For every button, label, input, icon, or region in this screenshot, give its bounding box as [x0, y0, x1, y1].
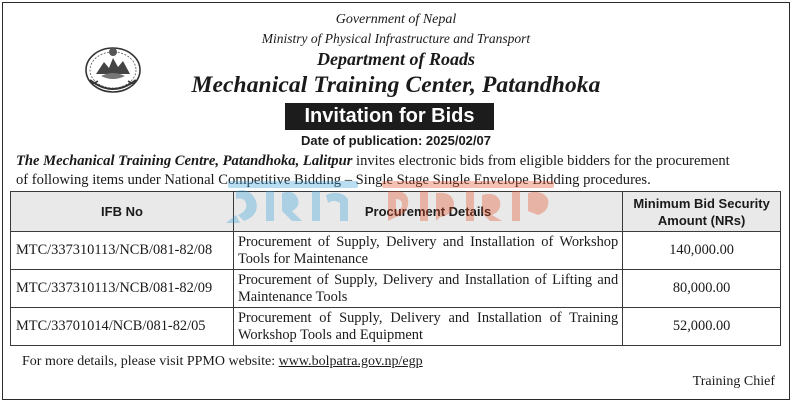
notice-title: Invitation for Bids [285, 103, 494, 130]
header-ifb-no: IFB No [11, 192, 234, 232]
table-row [11, 308, 781, 346]
table-header-row [11, 192, 781, 232]
intro-paragraph [16, 152, 780, 190]
more-details-note [22, 354, 423, 370]
bid-security-amount: 52,000.00 [623, 308, 781, 346]
procurement-details: Procurement of Supply, Delivery and Installation of Lifting and Maintenance Tools [233, 270, 622, 308]
header-procurement-details: Procurement Details [233, 192, 622, 232]
intro-text-1: invites electronic bids from eligible bidders for the procurement [352, 153, 730, 169]
bids-table [10, 191, 781, 346]
bid-security-amount: 80,000.00 [623, 270, 781, 308]
publication-date: Date of publication: 2025/02/07 [300, 133, 491, 148]
table-row [11, 232, 781, 270]
signoff: Training Chief [692, 374, 775, 389]
center-heading: Mechanical Training Center, Patandhoka [191, 72, 601, 98]
government-heading: Government of Nepal [335, 12, 457, 27]
header-bid-security-line1: Minimum Bid Security [633, 195, 770, 211]
intro-text-2: of following items under National Competitive Bidding – Single Stage Single Envelope Bidding procedures. [16, 172, 651, 188]
procurement-details: Procurement of Supply, Delivery and Installation of Workshop Tools for Maintenance [233, 232, 622, 270]
more-details-text: For more details, please visit PPMO website: [22, 354, 279, 369]
ministry-heading: Ministry of Physical Infrastructure and Transport [261, 31, 531, 46]
ifb-number: MTC/337310113/NCB/081-82/08 [11, 232, 234, 270]
intro-line-1 [16, 152, 780, 171]
department-heading: Department of Roads [316, 49, 475, 69]
table-row [11, 270, 781, 308]
intro-organization: The Mechanical Training Centre, Patandhoka, Lalitpur [16, 153, 353, 169]
header-bid-security [623, 192, 781, 232]
procurement-details: Procurement of Supply, Delivery and Installation of Training Workshop Tools and Equipment [233, 308, 622, 346]
header-bid-security-line2: Amount (NRs) [657, 212, 746, 228]
bid-security-amount: 140,000.00 [623, 232, 781, 270]
ifb-number: MTC/337310113/NCB/081-82/09 [11, 270, 234, 308]
ifb-number: MTC/33701014/NCB/081-82/05 [11, 308, 234, 346]
ppmo-website-link[interactable]: www.bolpatra.gov.np/egp [278, 354, 423, 369]
